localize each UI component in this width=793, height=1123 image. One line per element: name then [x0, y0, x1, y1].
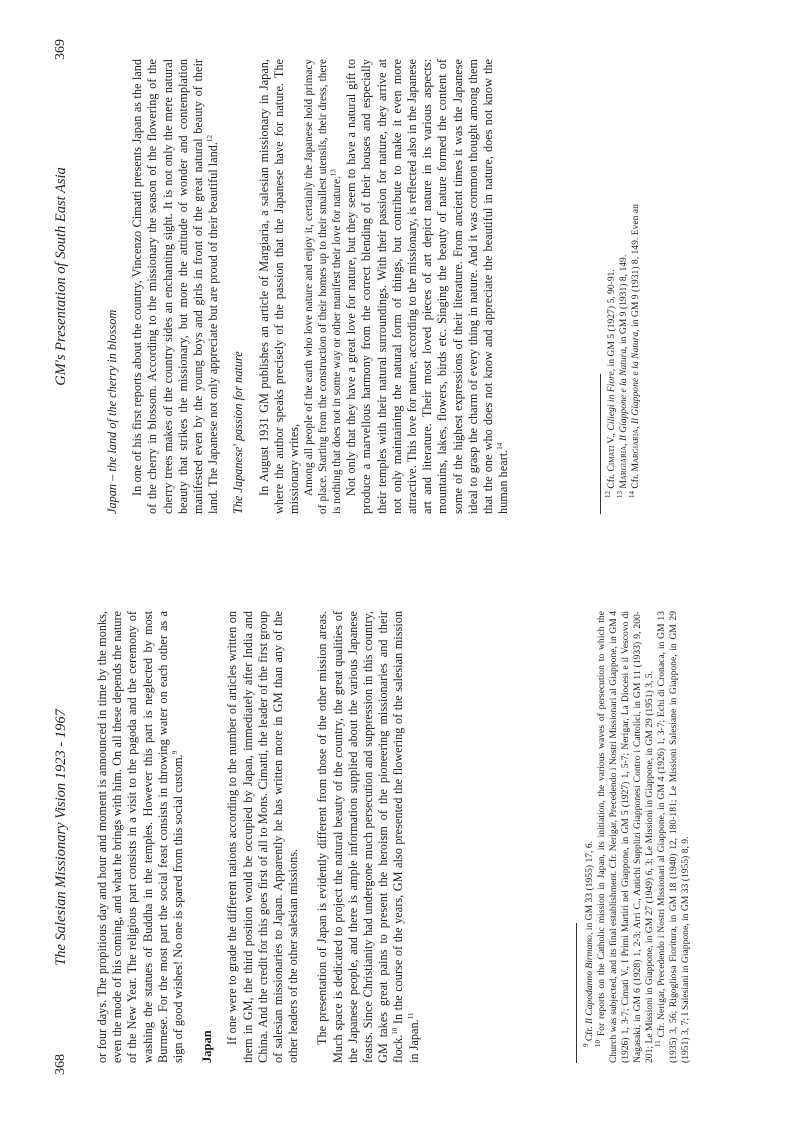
page-header-left [50, 600, 72, 1075]
footnote [593, 611, 656, 1063]
footnote-ref: 12 [206, 135, 215, 143]
footnote [581, 611, 596, 1063]
paragraph [225, 611, 301, 1063]
footnote-text: , [606, 430, 617, 436]
paragraph [130, 59, 221, 514]
footnote-text: , [630, 423, 641, 429]
footnote-ref: 9 [170, 750, 179, 755]
paragraph-text: In the course of the years, GM also presented the flowering of the salesian mission in Japan. [391, 611, 421, 1063]
running-head: The Salesian Missionary Vision 1923 - 1967 [53, 709, 69, 966]
footnote-ref: 13 [329, 169, 338, 177]
footnote-number: 14 [627, 491, 636, 498]
paragraph [95, 611, 186, 1063]
footnote [653, 611, 692, 1063]
footnote [603, 59, 618, 514]
page-body-left [95, 611, 422, 1063]
page-number: 369 [53, 39, 68, 60]
quote-text: Among all people of the earth who love nature and enjoy it, certainly the Japanese hold primacy of place. Starting from the construction of their homes up to their smallest utensils, their dress, there is nothing that does not in some way or other manifest their love for nature. [303, 59, 344, 514]
paragraph [344, 59, 511, 514]
paragraph-text: The presentation of Japan is evidently different from those of the other mission areas. Much space is dedicated to project the natural beauty of the country, the great qualities of the Japanese people, and there is ample information supplied about the various Japanese feasts. Since Christianity had undergone much persecution and suppression in this country, GM takes great pains to present the heroism of the pioneering missionaries and their flock. [315, 611, 406, 1063]
section-heading: Japan [200, 1030, 215, 1063]
footnote-text: Cfr. [606, 471, 617, 489]
section-heading: The Japanese' passion for nature [231, 351, 246, 514]
footnote-text: Cfr. Nerigar, Precedendo i Nostri Missionari al Giappone, in GM 4 (1926) 1, 3-7; Echi di Cronaca, in GM 13 (1935) 3, 56; Rigogliosa Fioritura, in GM 18 (1940) 12, 180-181; Le Missioni Salesiane in Giappone, in GM 29 (1951) 3, 7; I Salesiani in Giappone, in GM 33 (1955) 8, 9. [656, 611, 691, 1063]
footnote-text: , in GM 33 (1955) 17, 6. [584, 840, 595, 936]
footnote-author: Margiaria [630, 428, 641, 472]
footnote-text: , in GM 9 (1931) 8, 149. Even an [630, 204, 641, 332]
footnotes-right [603, 59, 642, 514]
footnote-divider [600, 374, 601, 514]
footnote-title: Il Giappone e la Natura [618, 348, 629, 442]
paragraph-text: In August 1931 GM publishes an article of Margiaria, a salesian missionary in Japan, where the author speaks precisely of the passion that the Japanese have for nature. The missionary writes, [256, 59, 302, 514]
paragraph-text: In one of his first reports about the country, Vincenzo Cimatti presents Japan as the land of the cherry in blossom. According to the missionary the season of the flowering of the cherry trees makes of the country sides an enchanting sight. It is not only the mere natural beauty that strikes the missionary, but more the attitude of wonder and contemplation manifested even by the young boys and girls in front of the great natural beauty of their land. The Japanese not only appreciate but are proud of their beautiful land. [130, 59, 221, 514]
footnote-text: Cfr. [584, 1024, 595, 1042]
paragraph [315, 611, 421, 1063]
footnote-ref: 14 [496, 442, 505, 450]
footnote [615, 59, 630, 514]
paragraph [257, 59, 303, 514]
paragraph-text: or four days. The propitious day and hour and moment is announced in time by the monks, even the mode of his coming, and what he brings with him. On all these depends the nature of the New Year. The religious part consists in a visit to the pagoda and the ceremony of washing the statues of Buddha in the temples. However this part is neglected by most Burmese. For the most part the social feast consists in throwing water on each other as a sign of good wishes! No one is spared from this social custom. [95, 611, 186, 1063]
footnote-text: Cfr. [630, 471, 641, 489]
page-header-right [50, 39, 72, 514]
footnote-number: 11 [653, 1040, 662, 1047]
footnote-title: Ciliegi in Fiore [606, 371, 617, 431]
footnote-ref: 11 [406, 1012, 415, 1020]
footnote-title: Il Capodanno Birmano [584, 935, 595, 1025]
footnote-text: , in GM 9 (1931) 8, 149. [618, 254, 629, 349]
footnote-divider [576, 923, 577, 1063]
section-heading: Japan – the land of the cherry in blossom [105, 309, 119, 514]
footnote-number: 12 [603, 491, 612, 498]
block-quote [302, 59, 344, 514]
footnote-ref: 10 [391, 1027, 400, 1035]
page-369 [0, 1, 793, 562]
footnote-author: Cimati V. [606, 435, 617, 472]
paragraph-text: Not only that they have a great love for nature, but they seem to have a natural gift to produce a marvellous harmony from the correct blending of their houses and especially their temples with their natural surroundings. With their passion for nature, they arrive at not only maintaining the natural form of things, but contribute to make it even more attractive. This love for nature, according to the missionary, is reflected also in the Japanese art and literature. Their most loved pieces of art depict nature in its various aspects: mountains, lakes, flowers, birds etc. Singing the beauty of nature formed the content of some of the highest expressions of their literature. From ancient times it was the Japanese ideal to grasp the charm of every thing in nature. And it was common thought among them that the one who does not know and appreciate the beautiful in nature, does not know the human heart. [344, 59, 511, 514]
footnote [627, 59, 642, 514]
footnote-text: , [618, 441, 629, 446]
footnote-author: Margiaria [618, 445, 629, 489]
page-number: 368 [53, 1054, 68, 1075]
footnote-text: For reports on the Catholic mission in Japan, its initiation, the various waves of persecution to which the Church was subjected, and its final establishment. Cfr. Nerigar, Precedendo i Nostri Missionari al Giappone, in GM 4 (1926) 1, 3-7; Cimati V., I Primi Martiri nel Giappone, in GM 5 (1927) 1, 5-7; Nerigar, La Diocesi e il Vescovo di Nagasaki, in GM 6 (1928) 1, 2-3; Arri C., Antichi Supplizi Giapponesi Contro i Cattolici, in GM 11 (1933) 9, 200-201; Le Missioni in Giappone, in GM 27 (1949) 6, 3; Le Missioni in Giappone, in GM 29 (1951) 3, 5. [596, 611, 655, 1063]
footnote-number: 10 [593, 1040, 602, 1047]
footnote-text: , in GM 5 (1927) 5, 90-91. [606, 269, 617, 372]
footnote-title: Il Giappone e la Natura [630, 331, 641, 424]
footnote-number: 9 [581, 1043, 590, 1047]
footnotes-left [581, 611, 692, 1063]
running-head: GM's Presentation of South East Asia [53, 167, 69, 386]
page-368 [0, 562, 793, 1123]
page-body-right [95, 59, 511, 514]
paragraph-text: If one were to grade the different nations according to the number of articles written on them in GM, the third position would be occupied by Japan, immediately after India and China. And the credit for this goes first of all to Mons. Cimatti, the leader of the first group of salesian missionaries to Japan. Apparently he has written more in GM than any of the other leaders of the other salesian missions. [225, 611, 301, 1063]
footnote-number: 13 [615, 491, 624, 498]
